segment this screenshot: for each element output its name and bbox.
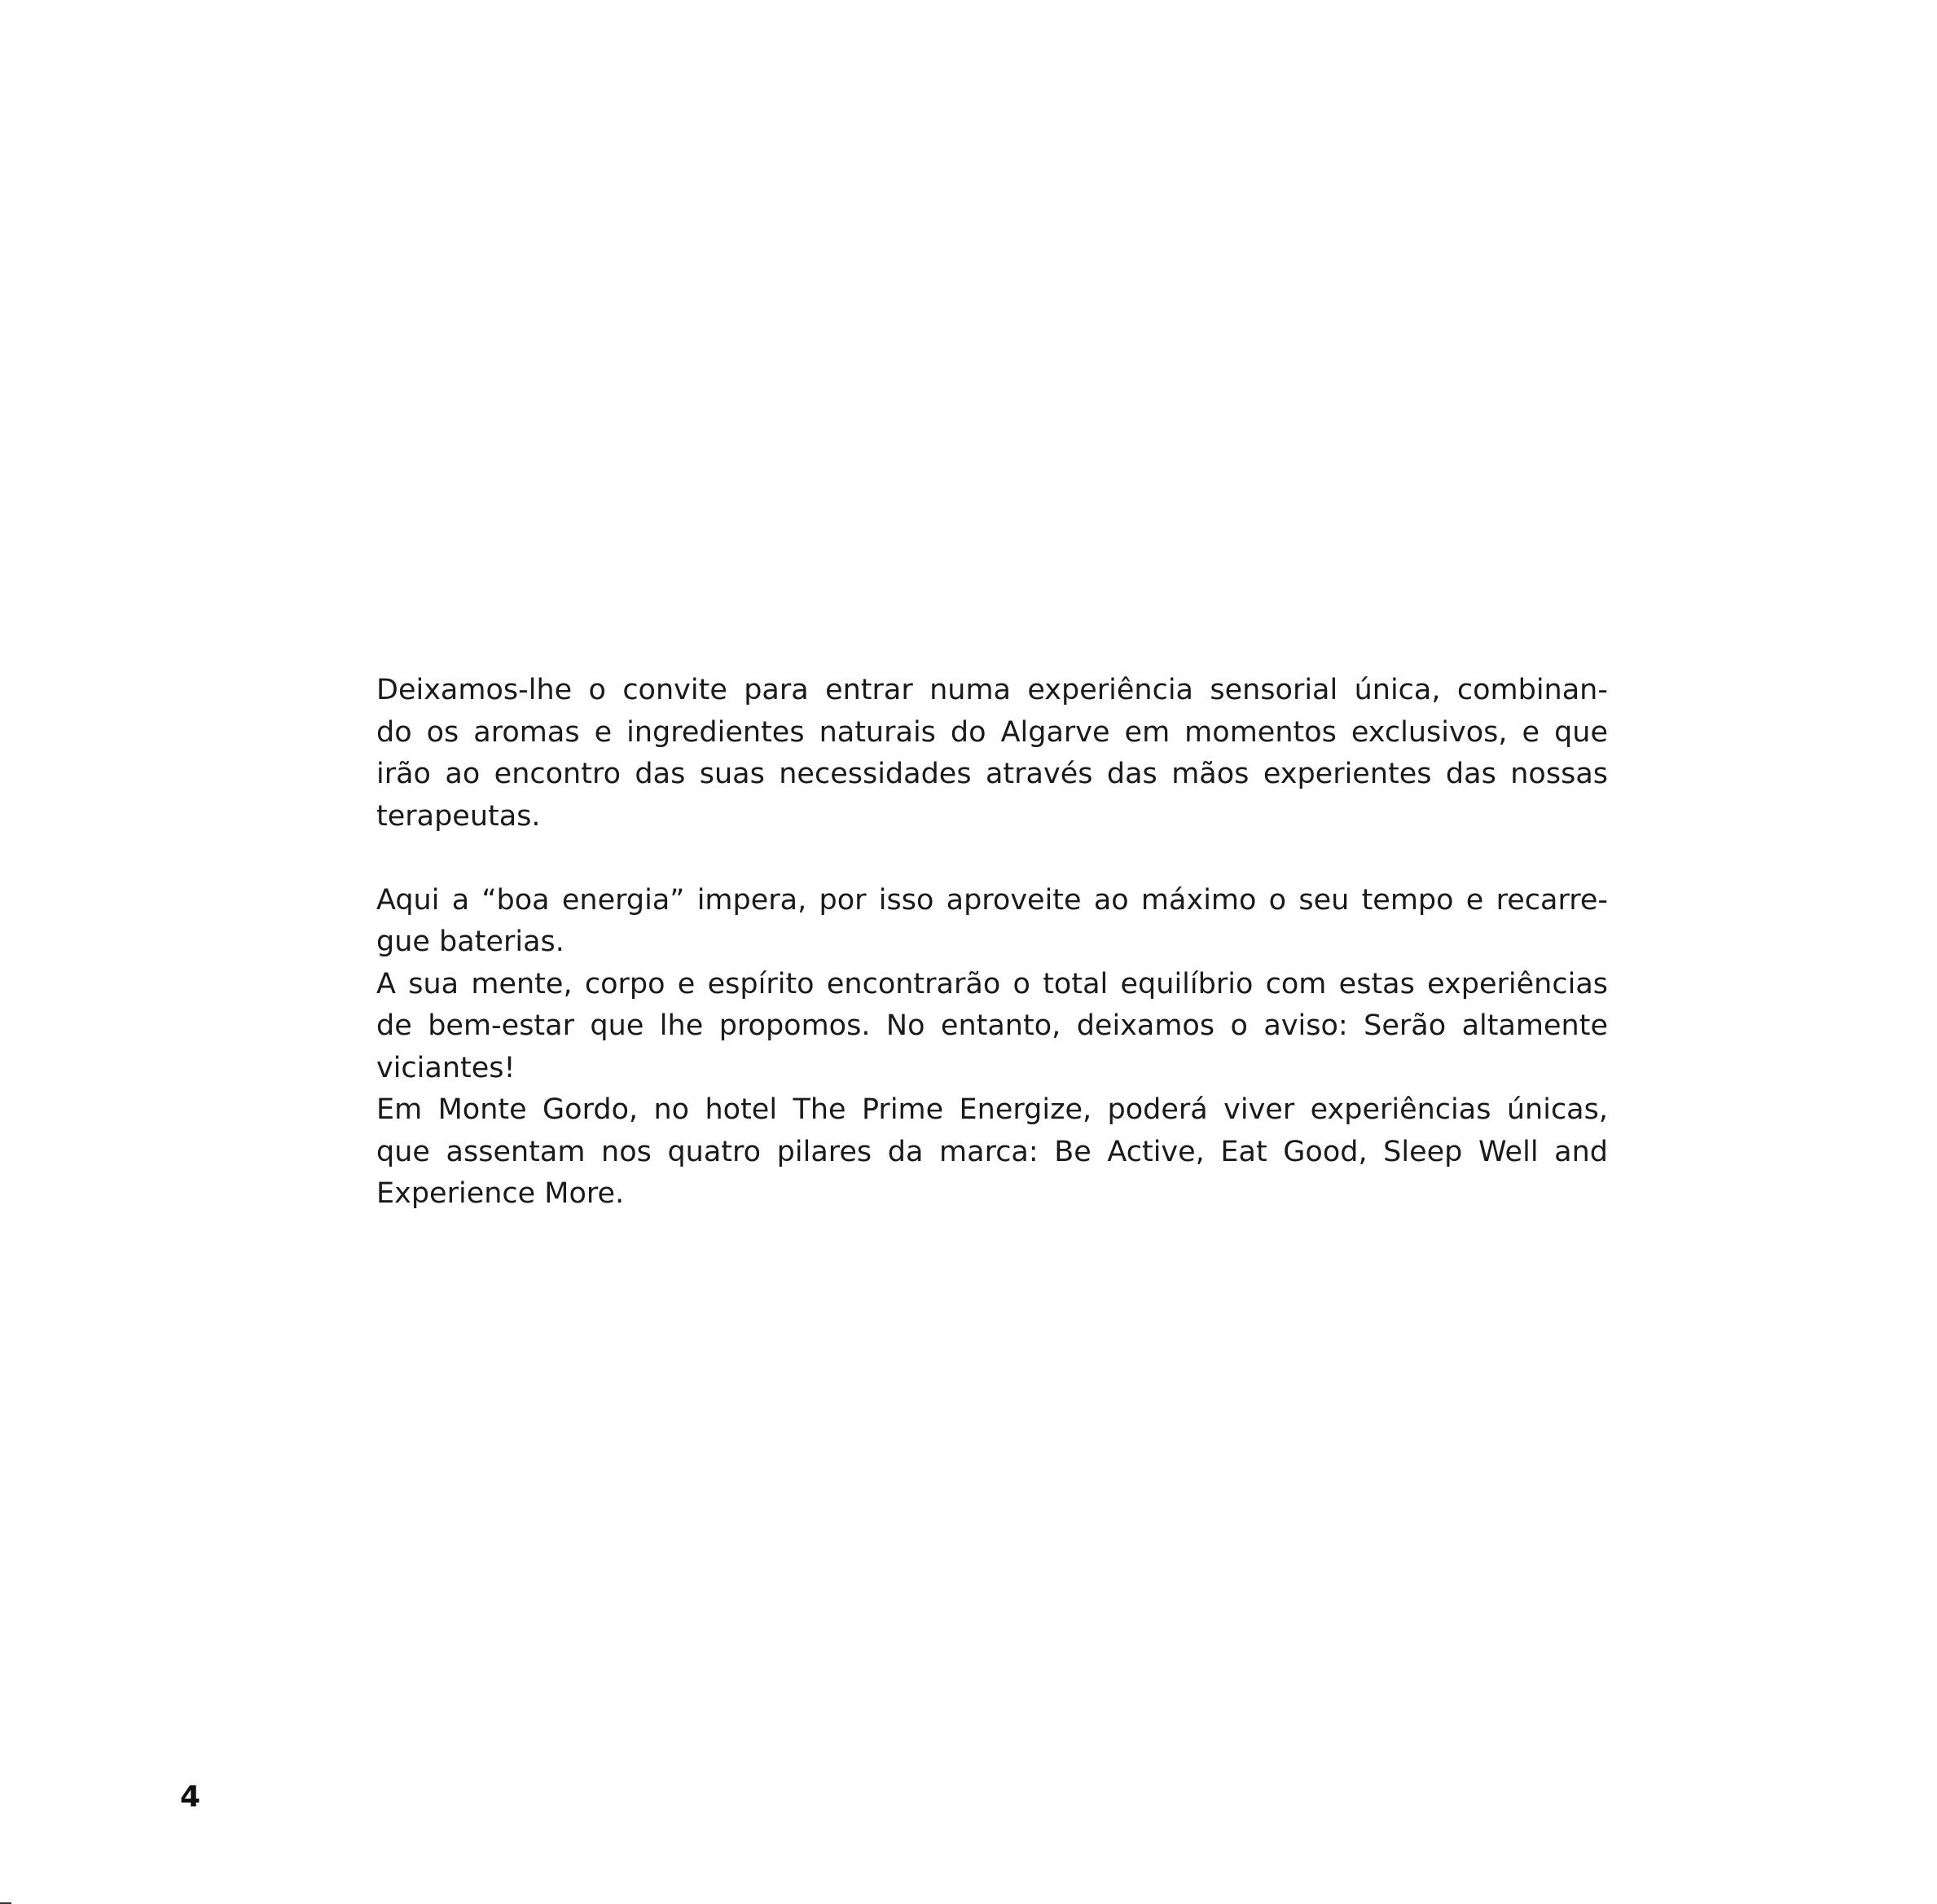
paragraph-2-line-4: de bem-estar que lhe propomos. No entanto, deixamos o aviso: Serão altamente (376, 1009, 1608, 1042)
paragraph-2-line-3: A sua mente, corpo e espírito encontrarão o total equilíbrio com estas experiências (376, 967, 1608, 1000)
paragraph-2-line-2: gue baterias. (376, 926, 564, 958)
body-text (376, 670, 1608, 1216)
paragraph-2-line-8: Experience More. (376, 1177, 625, 1210)
paragraph-2-line-7: que assentam nos quatro pilares da marca: Be Active, Eat Good, Sleep Well and (376, 1135, 1608, 1168)
paragraph-2-line-5: viciantes! (376, 1051, 516, 1084)
paragraph-gap (376, 838, 1608, 880)
paragraph-1-line-4: terapeutas. (376, 799, 541, 833)
paragraph-1-line-2: do os aromas e ingredientes naturais do Algarve em momentos exclusivos, e que (376, 715, 1608, 749)
page-number: 4 (180, 1780, 201, 1814)
paragraph-2-line-6: Em Monte Gordo, no hotel The Prime Energize, poderá viver experiências únicas, (376, 1093, 1608, 1126)
paragraph-1-line-1: Deixamos-lhe o convite para entrar numa experiência sensorial única, combinan- (376, 674, 1608, 706)
paragraph-2-line-1: Aqui a “boa energia” impera, por isso aproveite ao máximo o seu tempo e recarre- (376, 883, 1608, 917)
paragraph-1-line-3: irão ao encontro das suas necessidades através das mãos experientes das nossas (376, 758, 1608, 790)
